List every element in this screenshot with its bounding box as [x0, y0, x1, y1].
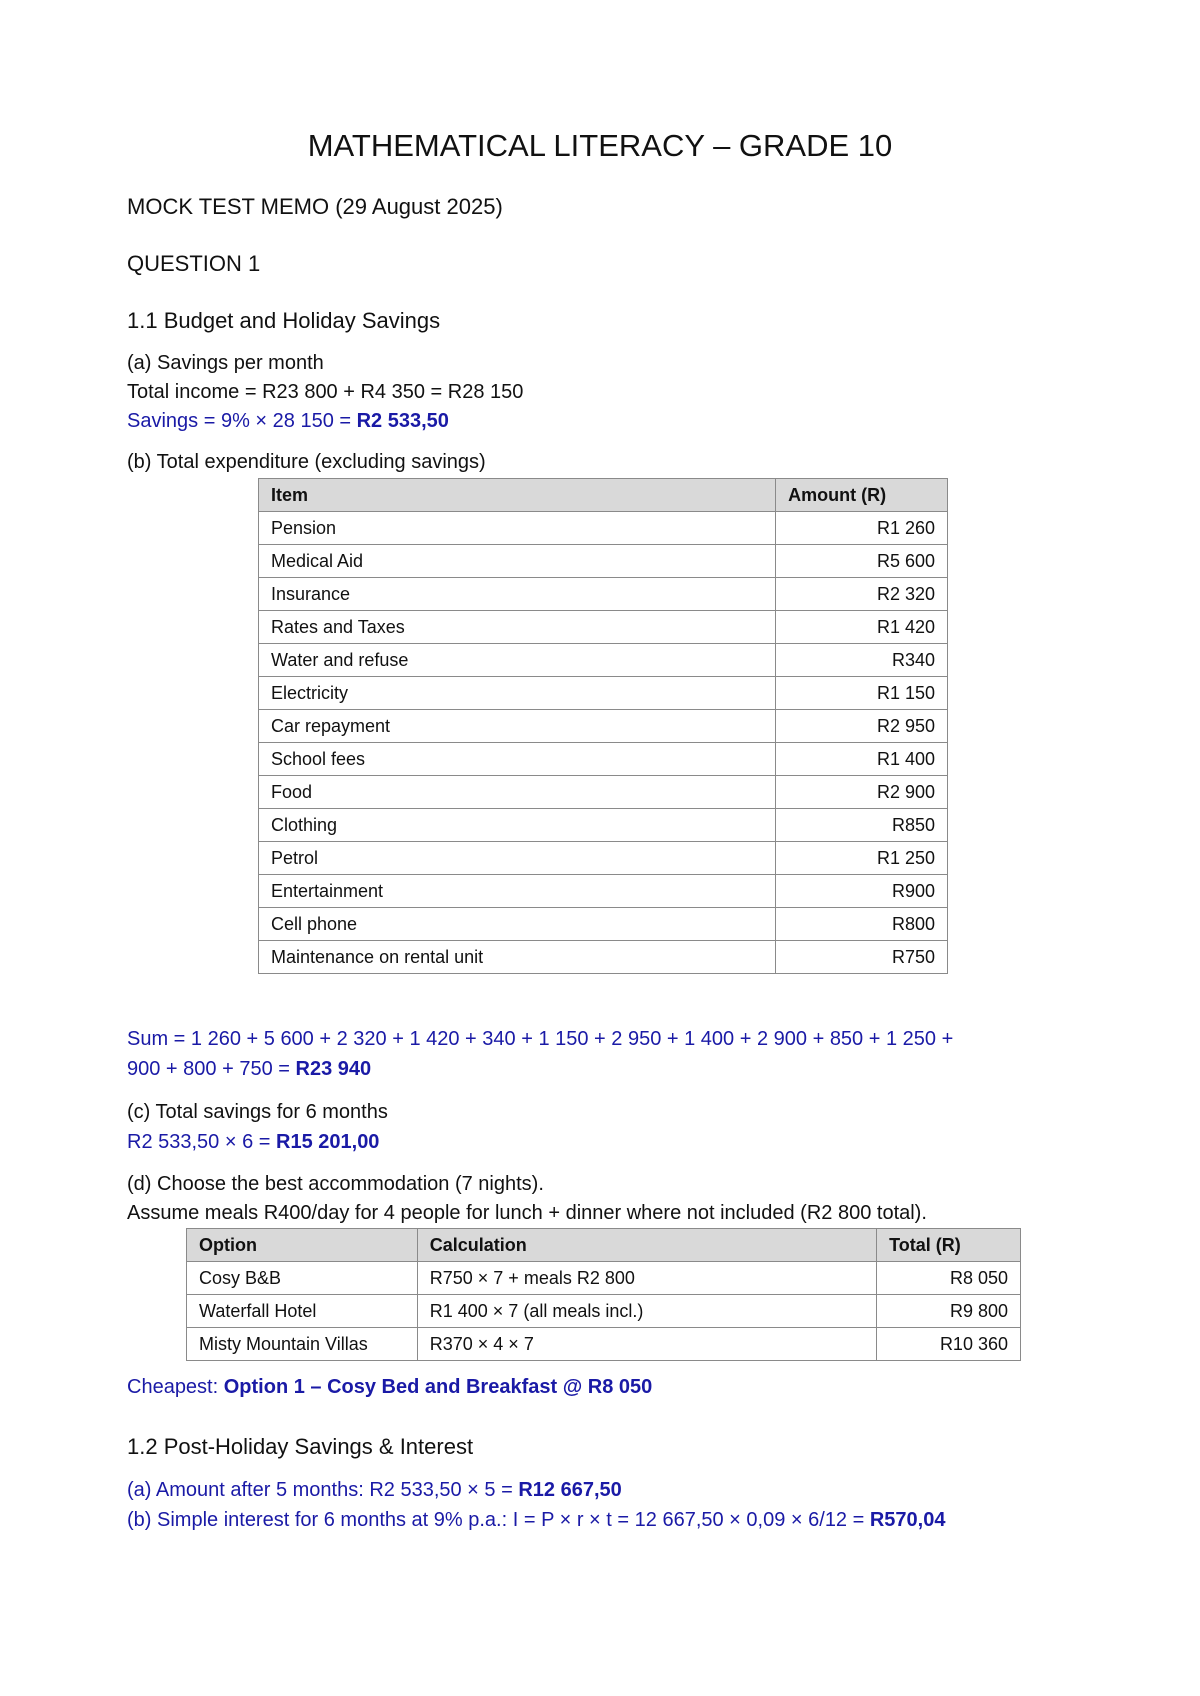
post-holiday-a-line [127, 1479, 622, 1502]
table-row [259, 809, 948, 842]
post-holiday-b-answer: R570,04 [869, 1509, 946, 1531]
table-cell: Cell phone [259, 908, 776, 941]
six-month-calc: R2 533,50 × 6 = [127, 1131, 277, 1153]
table-cell: R1 150 [776, 677, 948, 710]
table-row [259, 743, 948, 776]
table-cell: R370 × 4 × 7 [417, 1328, 876, 1361]
table-cell: Maintenance on rental unit [259, 941, 776, 974]
post-holiday-b-line [127, 1509, 945, 1532]
table-cell: R1 250 [776, 842, 948, 875]
table-cell: Electricity [259, 677, 776, 710]
table-cell: Rates and Taxes [259, 611, 776, 644]
table-cell: Clothing [259, 809, 776, 842]
table-row [259, 941, 948, 974]
table-cell: Cosy B&B [187, 1262, 418, 1295]
table-cell: R10 360 [877, 1328, 1021, 1361]
header-amount: Amount (R) [776, 479, 948, 512]
table-cell: R8 050 [877, 1262, 1021, 1295]
table-cell: Medical Aid [259, 545, 776, 578]
table-cell: Pension [259, 512, 776, 545]
table-row [259, 578, 948, 611]
table-row [259, 842, 948, 875]
header-item: Item [259, 479, 776, 512]
table-row [187, 1262, 1021, 1295]
post-holiday-b-calc: (b) Simple interest for 6 months at 9% p.a.: I = P × r × t = 12 667,50 × 0,09 × 6/12 = [127, 1509, 870, 1531]
table-cell: R850 [776, 809, 948, 842]
table-cell: R800 [776, 908, 948, 941]
page-title: MATHEMATICAL LITERACY – GRADE 10 [307, 128, 893, 163]
post-holiday-a-calc: (a) Amount after 5 months: R2 533,50 × 5 = [127, 1479, 519, 1501]
table-row [259, 710, 948, 743]
table-cell: Entertainment [259, 875, 776, 908]
table-cell: R2 320 [776, 578, 948, 611]
table-row [259, 545, 948, 578]
table-header-row [187, 1229, 1021, 1262]
table-cell: Food [259, 776, 776, 809]
table-row [259, 644, 948, 677]
part-b-label: (b) Total expenditure (excluding savings) [127, 451, 486, 473]
sum-calc: 900 + 800 + 750 = [127, 1058, 296, 1080]
post-holiday-a-answer: R12 667,50 [518, 1479, 622, 1501]
table-cell: R2 900 [776, 776, 948, 809]
sum-answer: R23 940 [295, 1058, 372, 1080]
header-total: Total (R) [877, 1229, 1021, 1262]
table-row [259, 677, 948, 710]
expenditure-table [258, 478, 948, 974]
table-row [259, 875, 948, 908]
table-cell: Misty Mountain Villas [187, 1328, 418, 1361]
savings-answer-line [127, 410, 449, 433]
table-row [187, 1328, 1021, 1361]
table-cell: School fees [259, 743, 776, 776]
table-cell: R2 950 [776, 710, 948, 743]
table-cell: Waterfall Hotel [187, 1295, 418, 1328]
six-month-answer: R15 201,00 [276, 1131, 380, 1153]
accommodation-table [186, 1228, 1021, 1361]
header-calculation: Calculation [417, 1229, 876, 1262]
cheapest-line [127, 1376, 652, 1399]
table-row [259, 611, 948, 644]
meals-assumption: Assume meals R400/day for 4 people for lunch + dinner where not included (R2 800 total). [127, 1202, 927, 1224]
table-cell: R1 400 [776, 743, 948, 776]
table-cell: R750 × 7 + meals R2 800 [417, 1262, 876, 1295]
table-cell: R900 [776, 875, 948, 908]
memo-subtitle: MOCK TEST MEMO (29 August 2025) [127, 194, 503, 219]
six-month-savings-line [127, 1131, 379, 1154]
table-row [259, 776, 948, 809]
cheapest-label: Cheapest: [127, 1376, 224, 1398]
table-header-row [259, 479, 948, 512]
question-heading: QUESTION 1 [127, 251, 261, 276]
table-cell: R750 [776, 941, 948, 974]
table-row [259, 908, 948, 941]
table-cell: R1 260 [776, 512, 948, 545]
savings-calc: Savings = 9% × 28 150 = [127, 410, 357, 432]
total-income-line: Total income = R23 800 + R4 350 = R28 150 [127, 381, 524, 403]
part-a-label: (a) Savings per month [127, 352, 324, 374]
cheapest-answer: Option 1 – Cosy Bed and Breakfast @ R8 050 [223, 1376, 653, 1398]
table-cell: R1 400 × 7 (all meals incl.) [417, 1295, 876, 1328]
table-cell: Petrol [259, 842, 776, 875]
table-cell: Water and refuse [259, 644, 776, 677]
section-heading-1-1: 1.1 Budget and Holiday Savings [127, 308, 441, 333]
header-option: Option [187, 1229, 418, 1262]
savings-answer: R2 533,50 [356, 410, 449, 432]
table-cell: R1 420 [776, 611, 948, 644]
sum-line-2 [127, 1058, 371, 1081]
table-row [259, 512, 948, 545]
part-d-label: (d) Choose the best accommodation (7 nights). [127, 1173, 544, 1195]
section-heading-1-2: 1.2 Post-Holiday Savings & Interest [127, 1434, 474, 1459]
table-cell: R5 600 [776, 545, 948, 578]
table-row [187, 1295, 1021, 1328]
part-c-label: (c) Total savings for 6 months [127, 1101, 388, 1123]
table-cell: R9 800 [877, 1295, 1021, 1328]
sum-line-1: Sum = 1 260 + 5 600 + 2 320 + 1 420 + 340 + 1 150 + 2 950 + 1 400 + 2 900 + 850 + 1 250 + [127, 1028, 954, 1050]
table-cell: Car repayment [259, 710, 776, 743]
table-cell: Insurance [259, 578, 776, 611]
table-cell: R340 [776, 644, 948, 677]
